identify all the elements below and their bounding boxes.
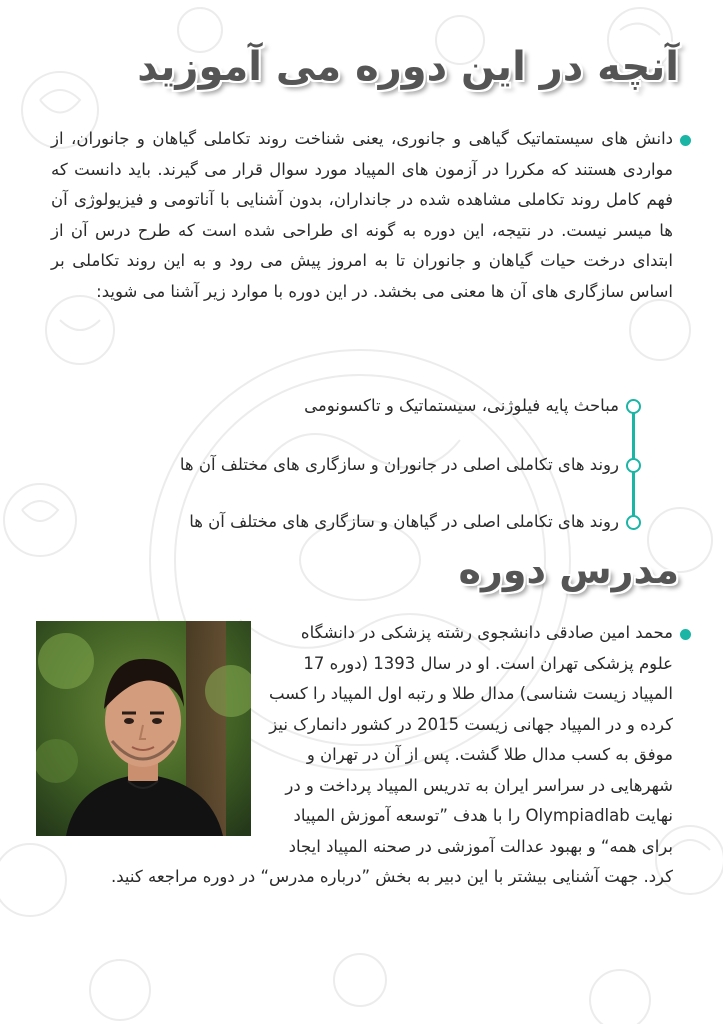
- teacher-bio: محمد امین صادقی دانشجوی رشته پزشکی در دانشگاه علوم پزشکی تهران است. او در سال 1393 (دوره 17 المپیاد زیست شناسی) مدال طلا و رتبه اول المپیاد را کسب کرده و در المپیاد جهانی زیست 2015 در کشور دانمارک نیز موفق به کسب مدال طلا گشت. پس از آن در تهران و شهرهایی در سراسر ایران به تدریس المپیاد پرداخت و در نهایت Olympiadlab را با هدف ”توسعه آموزش المپیاد برای همه“ و بهبود عدالت آموزشی در صحنه المپیاد ایجاد کرد. جهت آشنایی بیشتر با این دبیر به بخش ”درباره مدرس“ در دوره مراجعه کنید.: [111, 623, 673, 886]
- teacher-bio-block: [43, 618, 673, 893]
- topic-item-plants: روند های تکاملی اصلی در گیاهان و سازگاری های مختلف آن ها: [189, 512, 619, 531]
- topic-item-phylogeny: مباحث پایه فیلوژنی، سیستماتیک و تاکسونومی: [304, 396, 619, 415]
- timeline-node-icon: [626, 399, 641, 414]
- timeline-node-icon: [626, 515, 641, 530]
- photo-spacer: [43, 618, 265, 850]
- bullet-dot-bio: [680, 629, 691, 640]
- section-heading-teacher: مدرس دوره: [458, 548, 679, 592]
- bullet-dot-intro: [680, 135, 691, 146]
- timeline-node-icon: [626, 458, 641, 473]
- topic-item-animals: روند های تکاملی اصلی در جانوران و سازگاری های مختلف آن ها: [179, 455, 619, 474]
- section-heading-learn: آنچه در این دوره می آموزید: [137, 44, 679, 90]
- intro-paragraph: دانش های سیستماتیک گیاهی و جانوری، یعنی شناخت روند تکاملی گیاهان و جانوران، از مواردی هستند که مکررا در آزمون های المپیاد مورد سوال قرار می گیرند. باید دانست که فهم کامل روند تکاملی مشاهده شده در جانداران، بدون آشنایی با آناتومی و فیزیولوژی آن ها میسر نیست. در نتیجه، این دوره به گونه ای طراحی شده است که طرح درس آن از ابتدای درخت حیات گیاهان و جانوران تا به امروز پیش می رود و به این روند تکاملی بر اساس سازگاری های آن ها معنی می بخشد. در این دوره با موارد زیر آشنا می شوید:: [51, 129, 673, 301]
